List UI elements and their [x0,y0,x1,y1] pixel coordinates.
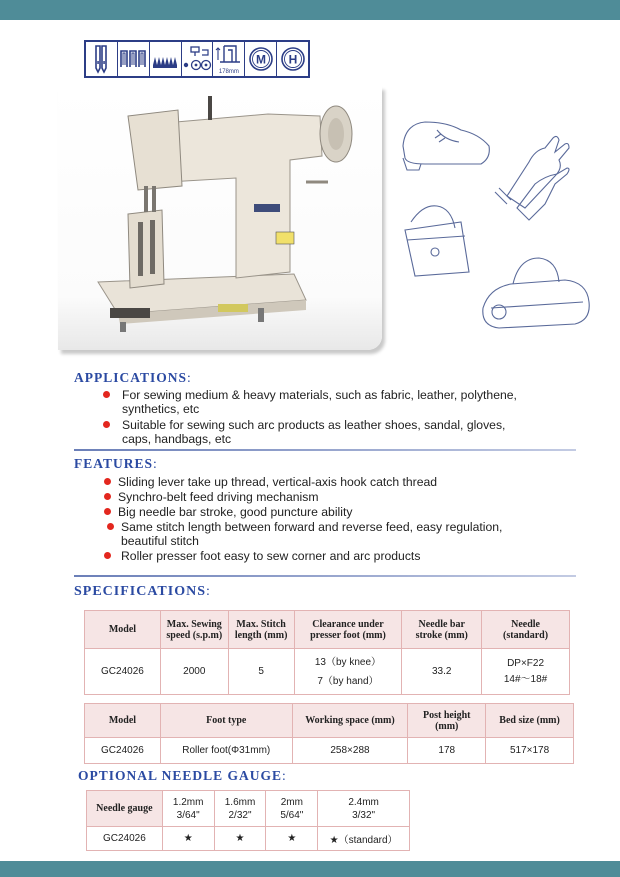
feature-item-line: Synchro-belt feed driving mechanism [118,490,319,504]
table-row [85,649,570,695]
cell-gauge-4: ★（standard） [318,827,410,851]
cell-model: GC24026 [87,827,163,851]
th-gauge-1-line1: 1.2mm [172,796,204,808]
application-item-line: For sewing medium & heavy materials, such as fabric, leather, polythene, [122,388,517,402]
heavy-material-icon [277,42,308,76]
presser-lift-icon [213,42,245,76]
feature-item-line: Sliding lever take up thread, vertical-axis hook catch thread [118,475,438,489]
th-speed-line2: speed (s.p.m) [166,629,223,641]
application-item-line: Suitable for sewing such arc products as leather shoes, sandal, gloves, [122,418,506,432]
cell-foot: Roller foot(Φ31mm) [160,738,292,764]
sewing-machine-illustration [58,86,382,350]
cell-needle-line1: DP×F22 [507,657,545,669]
specifications-title-text: SPECIFICATIONS [74,584,206,599]
th-needle [482,611,570,649]
th-gauge-2-line1: 1.6mm [224,796,256,808]
th-gauge-4-line1: 2.4mm [348,796,379,808]
application-item-line: synthetics, etc [122,402,200,416]
th-stroke-line1: Needle bar [418,618,465,630]
medium-letter: M [255,52,266,67]
th-clearance [294,611,402,649]
product-sketches [395,112,595,337]
bullet-dot-icon [104,478,111,485]
needle-gauge-table [86,790,410,851]
bottom-decorative-bar [0,861,620,877]
applications-list [104,388,574,448]
th-speed [160,611,228,649]
th-stroke-line2: stroke (mm) [415,629,468,641]
duffel-bag-sketch-icon [483,258,589,328]
optional-gauge-title [78,768,287,784]
th-model-text: Model [108,624,137,635]
application-item-line: caps, handbags, etc [122,432,232,446]
feed-dog-icon [150,42,182,76]
bullet-dot-icon [103,391,110,398]
features-title [74,456,158,472]
th-model [85,611,161,649]
th-clearance-line1: Clearance under [312,618,384,630]
th-model: Model [85,704,161,738]
cell-stitch: 5 [228,649,294,695]
feature-icon-strip [84,40,310,78]
bullet-dot-icon [104,493,111,500]
feature-item-line: Roller presser foot easy to sew corner and arc products [121,549,421,563]
th-stitch-line1: Max. Stitch [236,618,286,630]
th-gauge-3-line2: 5/64" [280,809,304,821]
optional-gauge-title-colon: : [282,768,287,783]
specifications-title-colon: : [206,584,211,599]
applications-divider [74,449,576,451]
th-gauge-3 [266,791,318,827]
feature-item-line: beautiful stitch [121,534,199,548]
specifications-table-secondary [84,703,574,764]
specifications-title [74,584,211,600]
cell-working: 258×288 [292,738,408,764]
bullet-dot-icon [104,508,111,515]
th-foot: Foot type [160,704,292,738]
features-list [104,475,574,564]
th-stroke [402,611,482,649]
cell-model: GC24026 [85,738,161,764]
cell-gauge-3: ★ [266,827,318,851]
applications-title-text: APPLICATIONS [74,370,188,385]
th-stitch [228,611,294,649]
double-needle-icon [86,42,118,76]
bullet-dot-icon [104,552,111,559]
list-item [104,388,574,418]
product-photo-panel [58,86,382,350]
th-post-line2: (mm) [435,720,459,732]
cell-bed: 517×178 [486,738,574,764]
cell-post: 178 [408,738,486,764]
th-gauge-3-line1: 2mm [280,796,303,808]
medium-material-icon [245,42,277,76]
presser-lift-label: 178mm [218,69,239,75]
th-post-line1: Post height [422,709,471,721]
features-title-colon: : [153,456,158,471]
th-gauge-2 [214,791,266,827]
cell-needle [482,649,570,695]
cell-needle-line2: 14#～18# [503,673,548,685]
glove-sketch-icon [495,136,569,220]
table-header-row [87,791,410,827]
cell-clearance-line2: 7（by hand） [317,675,379,687]
heavy-letter: H [288,52,297,67]
list-item [104,490,574,505]
th-working: Working space (mm) [292,704,408,738]
features-title-text: FEATURES [74,456,154,471]
cell-stroke: 33.2 [402,649,482,695]
cell-speed: 2000 [160,649,228,695]
th-needle-line2: (standard) [503,629,549,641]
stitch-pattern-icon [118,42,150,76]
table-row [85,738,574,764]
specifications-table-main [84,610,570,695]
th-gauge-4 [318,791,410,827]
list-item [104,505,574,520]
list-item [104,418,574,448]
features-divider [74,575,576,577]
th-speed-line1: Max. Sewing [166,618,222,630]
hook-bobbin-icon [182,42,214,76]
top-decorative-bar [0,0,620,20]
th-needle-line1: Needle [511,618,540,630]
th-post [408,704,486,738]
th-gauge-4-line2: 3/32" [352,809,376,821]
applications-title [74,370,192,386]
th-gauge-2-line2: 2/32" [228,809,252,821]
feature-item-line: Big needle bar stroke, good puncture ability [118,505,353,519]
cell-clearance [294,649,402,695]
table-row [87,827,410,851]
cell-gauge-2: ★ [214,827,266,851]
th-clearance-line2: presser foot (mm) [310,629,386,641]
feature-item-line: Same stitch length between forward and reverse feed, easy regulation, [121,520,503,534]
list-item [104,549,574,564]
optional-gauge-title-text: OPTIONAL NEEDLE GAUGE [78,768,283,783]
th-bed: Bed size (mm) [486,704,574,738]
th-needle-gauge: Needle gauge [87,791,163,827]
bullet-dot-icon [103,421,110,428]
applications-title-colon: : [187,370,192,385]
list-item [104,520,574,549]
list-item [104,475,574,490]
cell-model: GC24026 [85,649,161,695]
th-gauge-1-line2: 3/64" [176,809,200,821]
table-header-row [85,611,570,649]
th-stitch-line2: length (mm) [234,629,288,641]
cell-clearance-line1: 13（by knee） [314,656,382,668]
th-gauge-1 [162,791,214,827]
shoe-sketch-icon [403,122,489,170]
bullet-dot-icon [107,523,114,530]
handbag-sketch-icon [405,206,469,276]
table-header-row [85,704,574,738]
cell-gauge-1: ★ [162,827,214,851]
